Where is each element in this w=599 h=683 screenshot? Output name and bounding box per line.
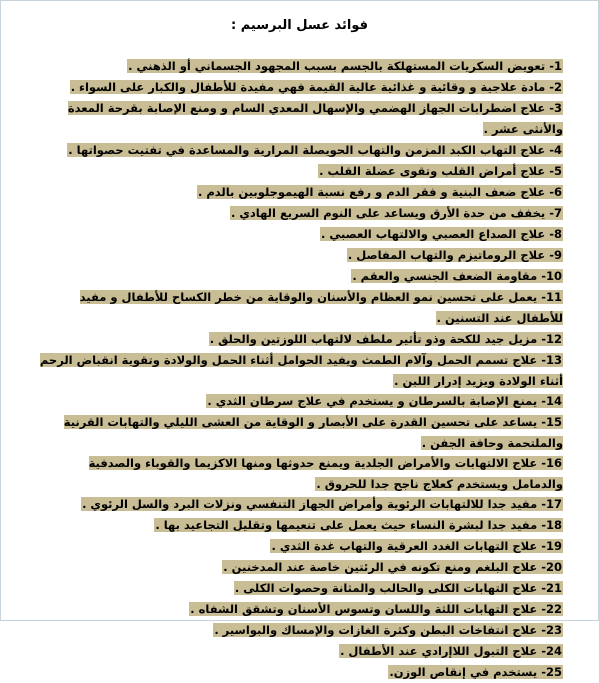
list-item-text: 10- مقاومة الضعف الجنسي والعقم . <box>352 269 562 283</box>
page-title: فوائد عسل البرسيم : <box>230 18 368 33</box>
list-item <box>35 515 563 536</box>
list-item <box>35 56 563 77</box>
list-item <box>35 329 563 350</box>
list-item-text: 20- علاج البلغم ومنع تكونه في الرئتين خاصة عند المدخنين . <box>223 560 562 574</box>
list-item <box>35 182 563 203</box>
list-item-text: 24- علاج التبول اللاإرادي عند الأطفال . <box>340 644 562 658</box>
list-item-text: 21- علاج التهابات الكلى والحالب والمثانة وحصوات الكلى . <box>234 581 562 595</box>
list-item-text: 13- علاج تسمم الحمل وآلام الطمث ويفيد الحوامل أثناء الحمل والولادة وتقوية انقباض الرحم أثناء الولادة ويزيد إدرار اللبن . <box>39 353 563 388</box>
list-item <box>35 494 563 515</box>
list-item-text: 2- مادة علاجية و وقائية و غذائية عالية القيمة فهي مفيدة للأطفال والكبار على السواء . <box>70 80 562 94</box>
list-item <box>35 557 563 578</box>
list-item <box>35 453 563 494</box>
list-item <box>35 140 563 161</box>
list-item-text: 11- يعمل على تحسين نمو العظام والأسنان والوقاية من خطر الكساح للأطفال و مفيد للأطفال عند التسنين . <box>79 290 563 325</box>
list-item-text: 16- علاج الالتهابات والأمراض الجلدية ويمنع حدوثها ومنها الاكزيما والقوباء والصدفية والدمامل ويستخدم كعلاج ناجح جدا للحروق . <box>88 456 563 491</box>
list-item <box>35 599 563 620</box>
list-item-text: 12- مزيل جيد للكحة وذو تأثير ملطف لالتهاب اللوزتين والحلق . <box>209 332 562 346</box>
list-item-text: 1- تعويض السكريات المستهلكة بالجسم بسبب المجهود الجسماني أو الذهني . <box>128 59 562 73</box>
list-item <box>35 391 563 412</box>
list-item-text: 8- علاج الصداع العصبي والالتهاب العصبي . <box>320 227 562 241</box>
list-item <box>35 77 563 98</box>
list-item <box>35 578 563 599</box>
list-item <box>35 350 563 391</box>
list-item <box>35 287 563 329</box>
list-item <box>35 161 563 182</box>
list-item-text: 22- علاج التهابات اللثة واللسان وتسوس الأسنان وتشقق الشفاه . <box>190 602 562 616</box>
list-item <box>35 266 563 287</box>
list-item <box>35 224 563 245</box>
list-item-text: 19- علاج التهابات الغدد العرقية والتهاب غدة الثدي . <box>271 539 562 553</box>
list-item-text: 5- علاج أمراض القلب وتقوى عضلة القلب . <box>319 164 562 178</box>
list-item <box>35 203 563 224</box>
list-item <box>35 662 563 683</box>
list-item-text: 9- علاج الروماتيزم والتهاب المفاصل . <box>347 248 562 262</box>
list-item <box>35 412 563 453</box>
list-item <box>35 620 563 641</box>
benefits-list <box>35 56 563 683</box>
list-item-text: 7- يخفف من حدة الأرق ويساعد على النوم السريع الهادي . <box>230 206 562 220</box>
list-item-text: 14- يمنع الإصابة بالسرطان و يستخدم في علاج سرطان الثدي . <box>207 394 562 408</box>
list-item-text: 18- مفيد جدا لبشرة النساء حيث يعمل على تنعيمها وتقليل التجاعيد بها . <box>155 518 562 532</box>
list-item <box>35 641 563 662</box>
list-item <box>35 245 563 266</box>
list-item-text: 3- علاج اضطرابات الجهاز الهضمي والإسهال المعدي السام و ومنع الإصابة بقرحة المعدة والأنثى عشر . <box>67 101 563 136</box>
list-item <box>35 536 563 557</box>
list-item-text: 23- علاج انتفاخات البطن وكثرة الغازات والإمساك والبواسير . <box>214 623 562 637</box>
list-item-text: 15- يساعد على تحسين القدرة على الأبصار و الوقاية من العشى الليلي والتهابات القرنية والملتحمة وحافة الجفن . <box>63 415 563 450</box>
list-item-text: 17- مفيد جدا للالتهابات الرئوية وأمراض الجهاز التنفسي ونزلات البرد والسل الرئوي . <box>82 497 562 511</box>
list-item <box>35 98 563 140</box>
list-item-text: 25- يستخدم في إنقاص الوزن. <box>389 665 562 679</box>
list-item-text: 6- علاج ضعف البنية و فقر الدم و رفع نسبة الهيموجلوبين بالدم . <box>197 185 562 199</box>
list-item-text: 4- علاج التهاب الكبد المزمن والتهاب الحويصلة المرارية والمساعدة في تفتيت حصواتها . <box>68 143 562 157</box>
